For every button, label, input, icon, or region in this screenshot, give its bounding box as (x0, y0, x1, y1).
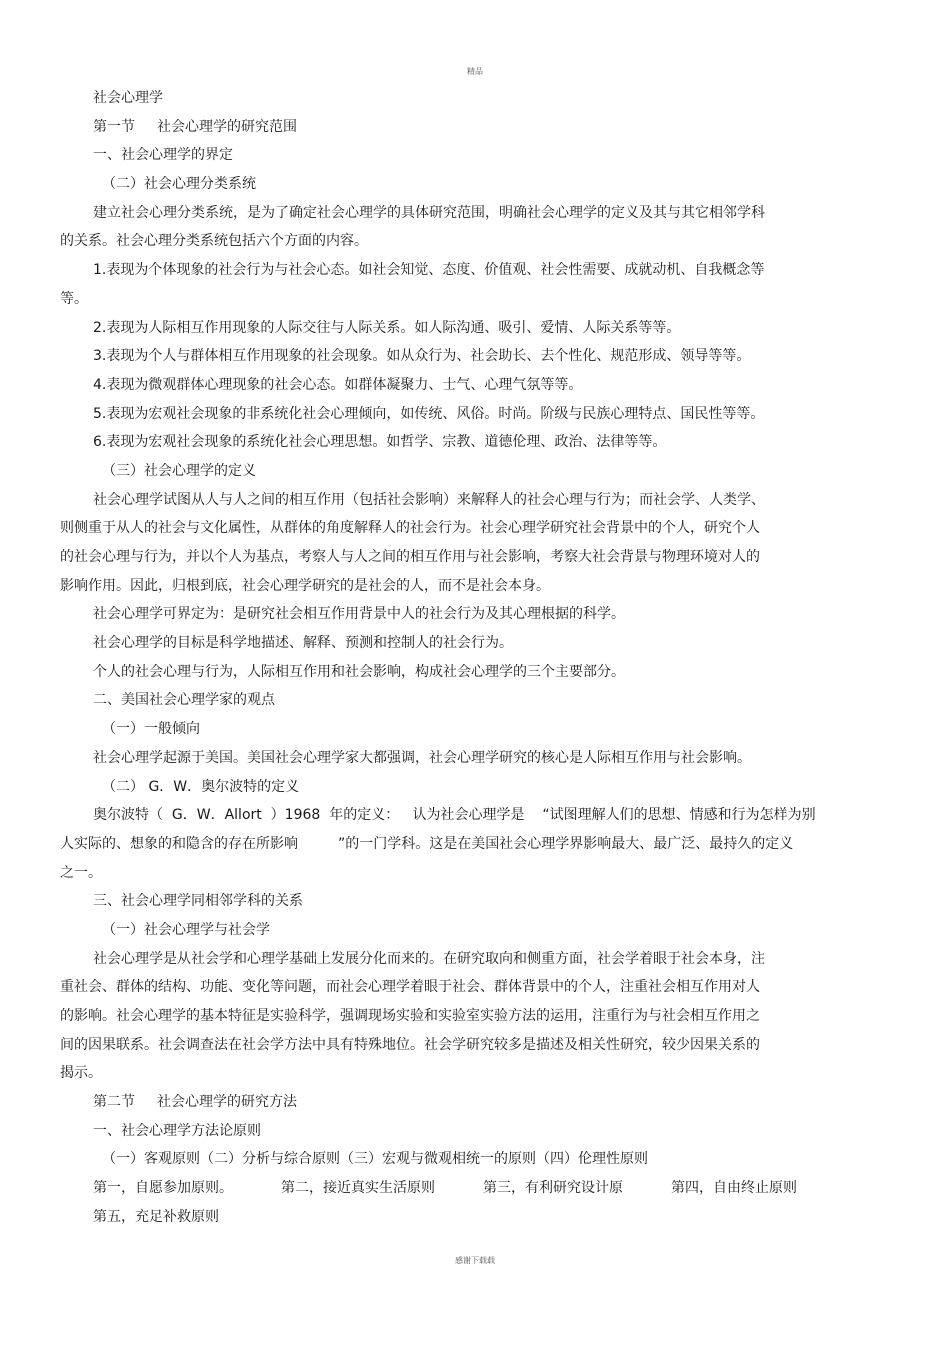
heading: 一、社会心理学的界定 (93, 147, 233, 164)
paragraph-line: 影响作用。因此，归根到底，社会心理学研究的是社会的人，而不是社会本身。 (60, 577, 550, 594)
subheading: （一）社会心理学与社会学 (102, 921, 270, 938)
paragraph-line: 的社会心理与行为，并以个人为基点，考察人与人之间的相互作用与社会影响，考察大社会背景与物理环境对人的 (60, 549, 760, 565)
paragraph-line: 建立社会心理分类系统，是为了确定社会心理学的具体研究范围，明确社会心理学的定义及其与其它相邻学科 (93, 204, 765, 221)
heading: 二、美国社会心理学家的观点 (93, 692, 275, 709)
paragraph-line: 等。 (60, 290, 88, 307)
paragraph-line: 人实际的、想象的和隐含的存在所影响 ”的一门学科。这是在美国社会心理学界影响最大、最广泛、最持久的定义 (60, 835, 794, 852)
paragraph-line: 的关系。社会心理分类系统包括六个方面的内容。 (60, 233, 368, 250)
paragraph-line: 间的因果联系。社会调查法在社会学方法中具有特殊地位。社会学研究较多是描述及相关性研究，较少因果关系的 (60, 1036, 760, 1053)
paragraph-line: 之一。 (60, 864, 102, 881)
paragraph-line: 社会心理学试图从人与人之间的相互作用（包括社会影响）来解释人的社会心理与行为；而社会学、人类学、 (93, 491, 765, 508)
paragraph-line: 社会心理学是从社会学和心理学基础上发展分化而来的。在研究取向和侧重方面，社会学着眼于社会本身，注 (93, 950, 765, 967)
paragraph-line: 个人的社会心理与行为，人际相互作用和社会影响，构成社会心理学的三个主要部分。 (93, 663, 625, 680)
section-heading: 第二节 社会心理学的研究方法 (93, 1094, 297, 1111)
list-item: 6.表现为宏观社会现象的系统化社会心理思想。如哲学、宗教、道德伦理、政治、法律等等。 (93, 434, 667, 451)
paragraph-line: 第五，充足补救原则 (93, 1208, 219, 1225)
document-body (60, 84, 880, 1232)
doc-title: 社会心理学 (93, 90, 163, 106)
paragraph-line: 社会心理学起源于美国。美国社会心理学家大都强调，社会心理学研究的核心是人际相互作用与社会影响。 (93, 749, 751, 766)
paragraph-line: 的影响。社会心理学的基本特征是实验科学，强调现场实验和实验室实验方法的运用，注重行为与社会相互作用之 (60, 1008, 760, 1024)
heading: 三、社会心理学同相邻学科的关系 (93, 893, 303, 910)
list-item: 5.表现为宏观社会现象的非系统化社会心理倾向，如传统、风俗。时尚。阶级与民族心理特点、国民性等等。 (93, 405, 765, 422)
subheading: （二） G．W．奥尔波特的定义 (102, 778, 300, 795)
list-item: 3.表现为个人与群体相互作用现象的社会现象。如从众行为、社会助长、去个性化、规范形成、领导等等。 (93, 348, 751, 365)
subheading: （三）社会心理学的定义 (102, 462, 256, 479)
page-footer: 感谢下载载 (455, 1256, 495, 1265)
list-item: 4.表现为微观群体心理现象的社会心态。如群体凝聚力、士气、心理气氛等等。 (93, 376, 583, 393)
paragraph-line: 则侧重于从人的社会与文化属性，从群体的角度解释人的社会行为。社会心理学研究社会背景中的个人，研究个人 (60, 520, 760, 537)
subheading: （二）社会心理分类系统 (102, 176, 256, 193)
subheading: （一）一般倾向 (102, 721, 200, 738)
list-item: 1.表现为个体现象的社会行为与社会心态。如社会知觉、态度、价值观、社会性需要、成就动机、自我概念等 (93, 262, 765, 279)
list-item: 2.表现为人际相互作用现象的人际交往与人际关系。如人际沟通、吸引、爱情、人际关系等等。 (93, 319, 681, 336)
paragraph-line: 社会心理学的目标是科学地描述、解释、预测和控制人的社会行为。 (93, 635, 513, 652)
subheading: （一）客观原则（二）分析与综合原则（三）宏观与微观相统一的原则（四）伦理性原则 (102, 1151, 648, 1168)
heading: 一、社会心理学方法论原则 (93, 1122, 261, 1139)
paragraph-line: 社会心理学可界定为：是研究社会相互作用背景中人的社会行为及其心理根据的科学。 (93, 606, 625, 623)
paragraph-line: 重社会、群体的结构、功能、变化等问题，而社会心理学着眼于社会、群体背景中的个人，注重社会相互作用对人 (60, 979, 760, 996)
principles-line: 第一，自愿参加原则。 第二，接近真实生活原则 第三，有利研究设计原 第四，自由终止原则 (93, 1180, 797, 1197)
paragraph-line: 揭示。 (60, 1065, 102, 1082)
page-header: 精品 (467, 67, 483, 76)
paragraph-line: 奥尔波特（ G．W．Allort ）1968 年的定义： 认为社会心理学是 “试图理解人们的思想、情感和行为怎样为别 (93, 807, 816, 824)
section-heading: 第一节 社会心理学的研究范围 (93, 118, 297, 135)
